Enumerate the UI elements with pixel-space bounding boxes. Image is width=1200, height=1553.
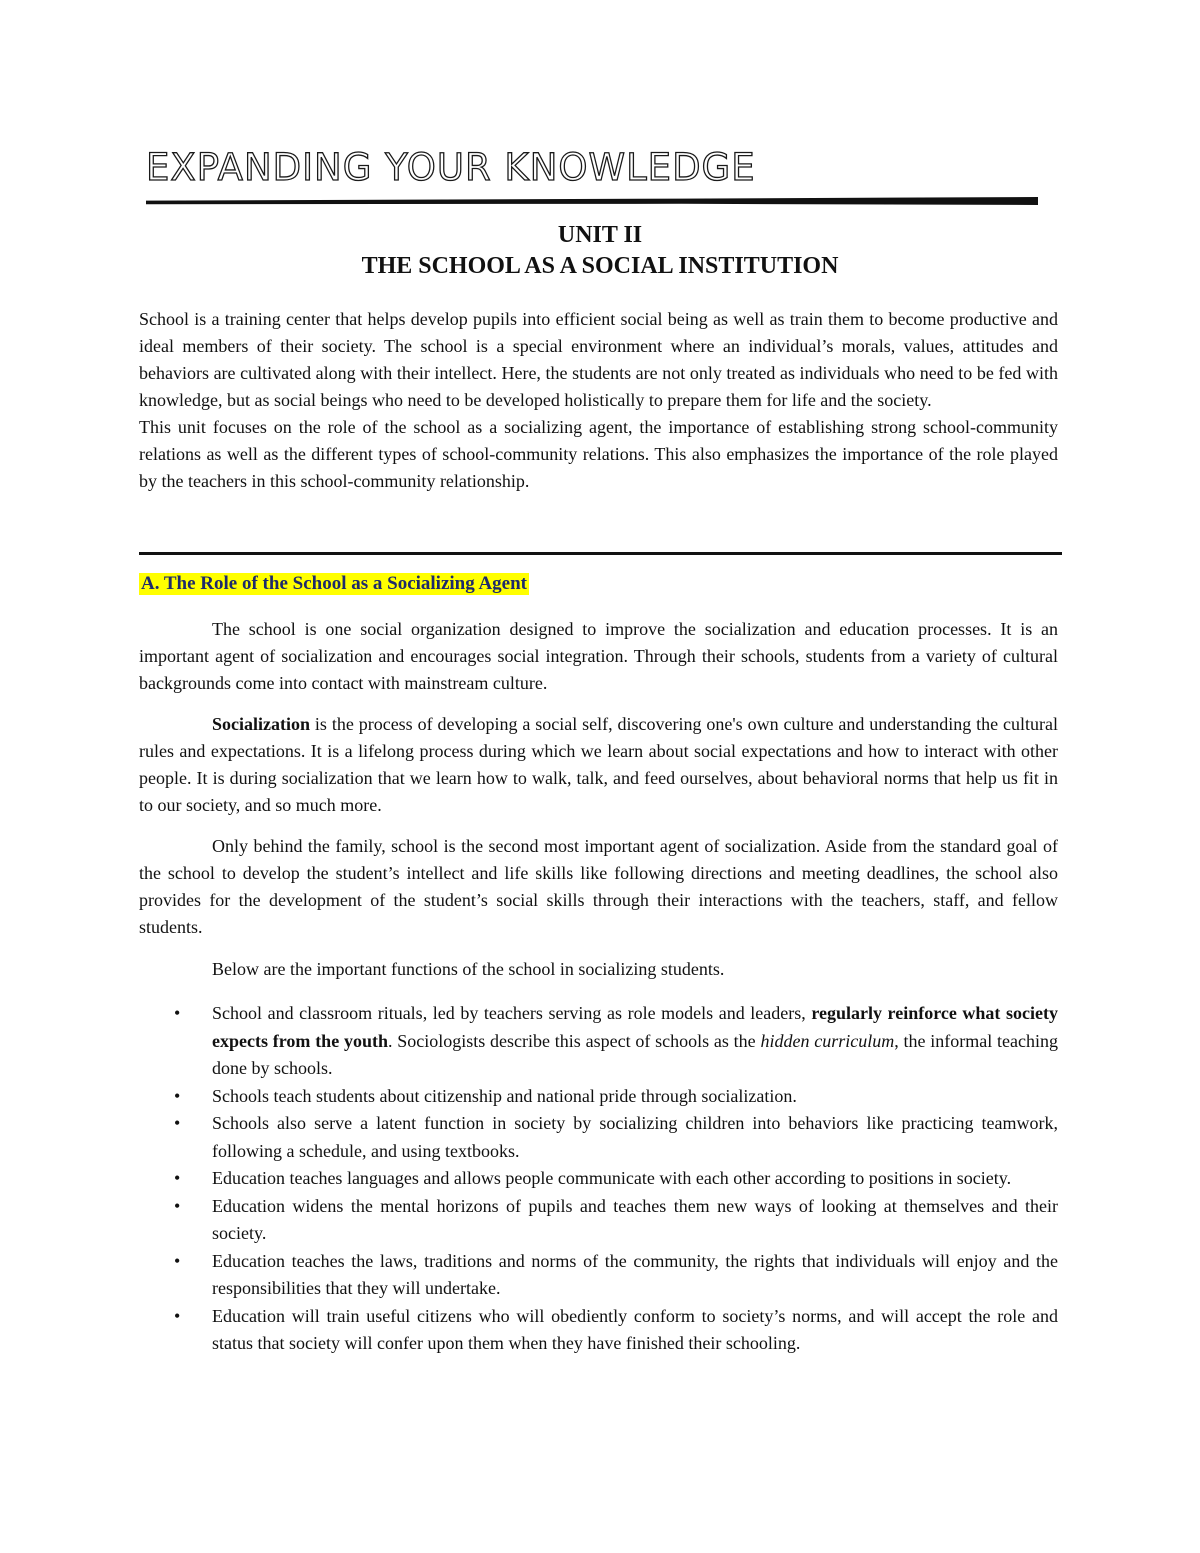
- list-item: [139, 1000, 1058, 1083]
- unit-number: UNIT II: [557, 222, 643, 248]
- list-item: [139, 1083, 1058, 1111]
- list-item-text: Education teaches languages and allows people communicate with each other according to positions in society.: [212, 1168, 1012, 1188]
- section-heading: A. The Role of the School as a Socializing Agent: [141, 573, 527, 594]
- bullet-icon: •: [174, 1195, 181, 1216]
- list-item-text: Education teaches the laws, traditions and norms of the community, the rights that individuals will enjoy and the responsibilities that they will undertake.: [212, 1250, 1058, 1298]
- list-item: [139, 1248, 1058, 1303]
- bullet-icon: •: [174, 1168, 181, 1188]
- unit-title: THE SCHOOL AS A SOCIAL INSTITUTION: [361, 253, 839, 279]
- list-item: [139, 1193, 1058, 1248]
- bullet-icon: •: [174, 1085, 181, 1106]
- list-item-text: Schools teach students about citizenship and national pride through socialization.: [212, 1085, 797, 1106]
- socialization-definition: is the process of developing a social self, discovering one's own culture and understanding the cultural rules and expectations. It is a lifelong process during which we learn about social expectations and how to interact with other people. It is during socialization that we learn how to walk, talk, and feed ourselves, about behavioral norms that help us fit in to our society, and so much more.: [139, 714, 1058, 815]
- bullet-icon: •: [174, 1003, 181, 1023]
- list-item: [139, 1110, 1058, 1165]
- bullet-icon: •: [174, 1250, 181, 1271]
- list-item-text: . Sociologists describe this aspect of schools as the: [387, 1030, 761, 1051]
- list-item: [139, 1303, 1058, 1358]
- section-paragraph-1: The school is one social organization designed to improve the socialization and education processes. It is an important agent of socialization and encourages social integration. Through their schools, students from a variety of cultural backgrounds come into contact with mainstream culture.: [139, 619, 1058, 693]
- list-item-text: Education will train useful citizens who will obediently conform to society’s norms, and will accept the role and status that society will confer upon them when they have finished their schooling.: [212, 1305, 1058, 1353]
- section-paragraph-3: Only behind the family, school is the second most important agent of socialization. Aside from the standard goal of the school to develop the student’s intellect and life skills like following directions and meeting deadlines, the school also provides for the development of the student’s social skills through their interactions with the teachers, staff, and fellow students.: [139, 836, 1058, 937]
- list-item-text: Schools also serve a latent function in society by socializing children into behaviors like practicing teamwork, following a schedule, and using textbooks.: [212, 1113, 1058, 1161]
- section-paragraph-2: [139, 711, 1058, 819]
- list-item: [139, 1165, 1058, 1193]
- socialization-term: Socialization: [212, 714, 310, 734]
- list-item-text: School and classroom rituals, led by teachers serving as role models and leaders,: [212, 1003, 812, 1023]
- list-item-text: Education widens the mental horizons of pupils and teaches them new ways of looking at themselves and their society.: [212, 1195, 1058, 1243]
- intro-block: [139, 306, 1058, 495]
- hidden-curriculum-term: hidden curriculum: [760, 1030, 895, 1051]
- functions-list: [139, 1000, 1058, 1358]
- section-banner: EXPANDING YOUR KNOWLEDGE: [146, 146, 756, 189]
- bullet-icon: •: [174, 1305, 181, 1326]
- intro-paragraph-2: This unit focuses on the role of the school as a socializing agent, the importance of establishing strong school-community relations as well as the different types of school-community relations. This also emphasizes the importance of the role played by the teachers in this school-community relationship.: [139, 417, 1058, 491]
- section-divider: [139, 552, 1062, 555]
- intro-paragraph-1: School is a training center that helps develop pupils into efficient social being as well as train them to become productive and ideal members of their society. The school is a special environment where an individual’s morals, values, attitudes and behaviors are cultivated along with their intellect. Here, the students are not only treated as individuals who need to be fed with knowledge, but as social beings who need to be developed holistically to prepare them for life and the society.: [139, 309, 1058, 410]
- bullet-icon: •: [174, 1113, 181, 1133]
- section-paragraph-4: Below are the important functions of the school in socializing students.: [212, 959, 725, 979]
- banner-underline: [146, 197, 1038, 205]
- list-item-emphasis: regularly reinforce what society expects from the youth: [212, 1003, 1058, 1051]
- list-item-text: , the informal teaching done by schools.: [212, 1030, 1058, 1078]
